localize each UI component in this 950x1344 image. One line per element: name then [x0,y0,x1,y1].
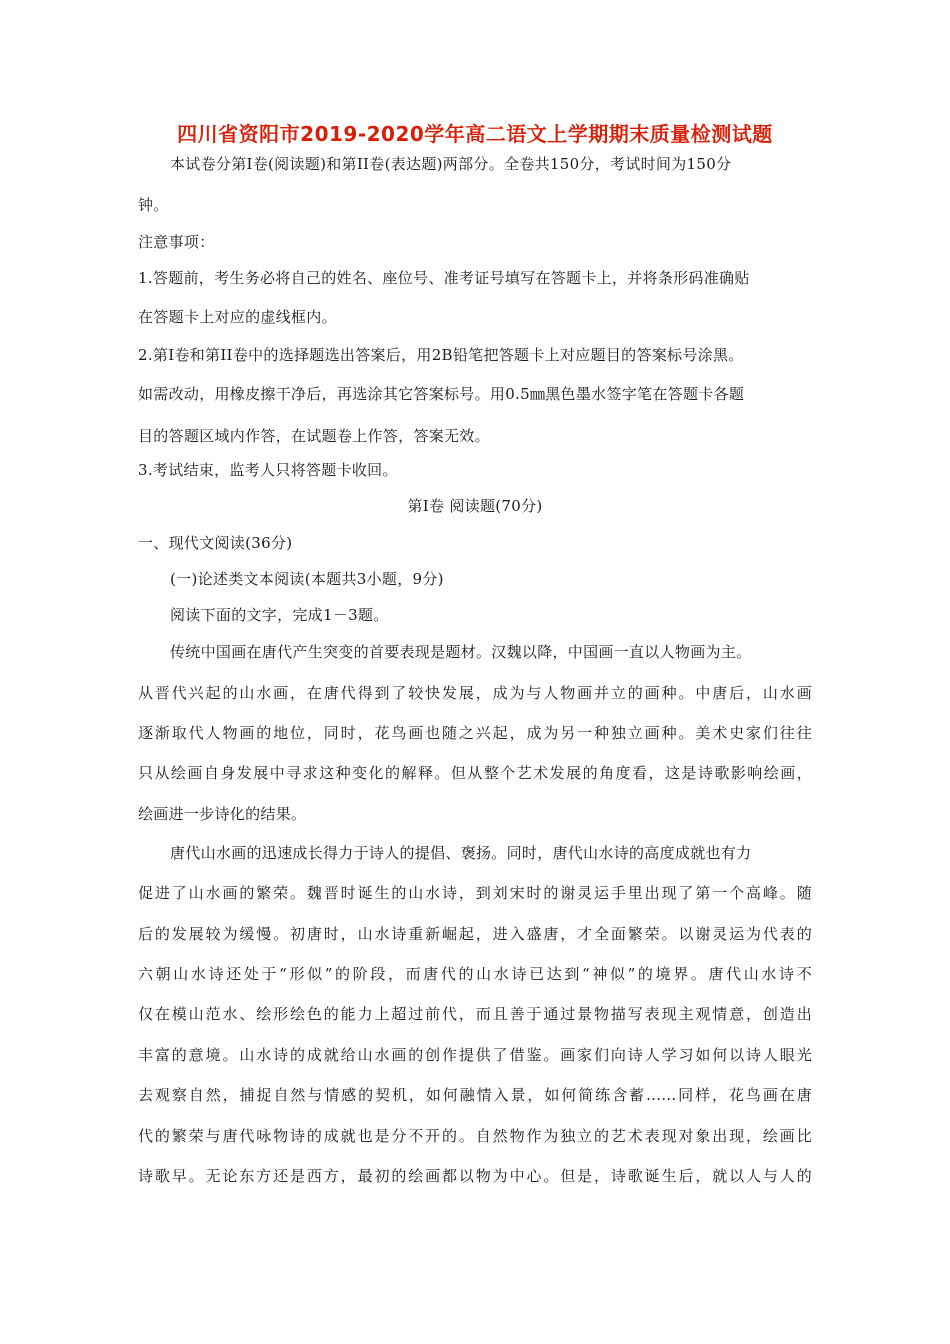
paragraph-line: 从晋代兴起的山水画，在唐代得到了较快发展，成为与人物画并立的画种。中唐后，山水画 [138,684,812,702]
document-title: 四川省资阳市2019-2020学年高二语文上学期期末质量检测试题 [177,122,773,146]
paragraph-line: 唐代山水画的迅速成长得力于诗人的提倡、褒扬。同时，唐代山水诗的高度成就也有力 [170,844,752,862]
notice-line: 在答题卡上对应的虚线框内。 [138,308,337,326]
paragraph-line: 促进了山水画的繁荣。魏晋时诞生的山水诗，到刘宋时的谢灵运手里出现了第一个高峰。随 [138,884,812,902]
paragraph-line: 丰富的意境。山水诗的成就给山水画的创作提供了借鉴。画家们向诗人学习如何以诗人眼光 [138,1046,812,1064]
paragraph-line: 诗歌早。无论东方还是西方，最初的绘画都以物为中心。但是，诗歌诞生后，就以人与人的 [138,1167,812,1185]
notice-line: 3.考试结束，监考人只将答题卡收回。 [138,461,398,479]
reading-instruction: 阅读下面的文字，完成1－3题。 [170,606,389,624]
intro-line: 钟。 [138,196,169,214]
paragraph-line: 仅在模山范水、绘形绘色的能力上超过前代，而且善于通过景物描写表现主观情意，创造出 [138,1005,812,1023]
paragraph-line: 去观察自然，捕捉自然与情感的契机，如何融情入景，如何简练含蓄……同样，花鸟画在唐 [138,1086,812,1104]
notice-heading: 注意事项： [138,233,215,251]
intro-line: 本试卷分第Ⅰ卷(阅读题)和第II卷(表达题)两部分。全卷共150分，考试时间为150分 [170,155,732,173]
paragraph-line: 代的繁荣与唐代咏物诗的成就也是分不开的。自然物作为独立的艺术表现对象出现，绘画比 [138,1127,812,1145]
notice-line: 2.第Ⅰ卷和第II卷中的选择题选出答案后，用2B铅笔把答题卡上对应题目的答案标号涂黑。 [138,346,744,364]
section-heading: 一、现代文阅读(36分) [138,534,293,552]
notice-line: 1.答题前，考生务必将自己的姓名、座位号、准考证号填写在答题卡上，并将条形码准确贴 [138,269,750,287]
paragraph-line: 只从绘画自身发展中寻求这种变化的解释。但从整个艺术发展的角度看，这是诗歌影响绘画， [138,764,812,782]
notice-line: 目的答题区域内作答，在试题卷上作答，答案无效。 [138,427,490,445]
paragraph-line: 后的发展较为缓慢。初唐时，山水诗重新崛起，进入盛唐，才全面繁荣。以谢灵运为代表的 [138,925,812,943]
volume-heading: 第Ⅰ卷 阅读题(70分) [407,497,543,515]
subsection-heading: (一)论述类文本阅读(本题共3小题，9分) [170,570,444,588]
paragraph-line: 传统中国画在唐代产生突变的首要表现是题材。汉魏以降，中国画一直以人物画为主。 [170,643,752,661]
paragraph-line: 逐渐取代人物画的地位，同时，花鸟画也随之兴起，成为另一种独立画种。美术史家们往往 [138,724,812,742]
paragraph-line: 六朝山水诗还处于“形似”的阶段，而唐代的山水诗已达到“神似”的境界。唐代山水诗不 [138,965,812,983]
notice-line: 如需改动，用橡皮擦干净后，再选涂其它答案标号。用0.5㎜黑色墨水签字笔在答题卡各题 [138,385,745,403]
paragraph-line: 绘画进一步诗化的结果。 [138,805,307,823]
